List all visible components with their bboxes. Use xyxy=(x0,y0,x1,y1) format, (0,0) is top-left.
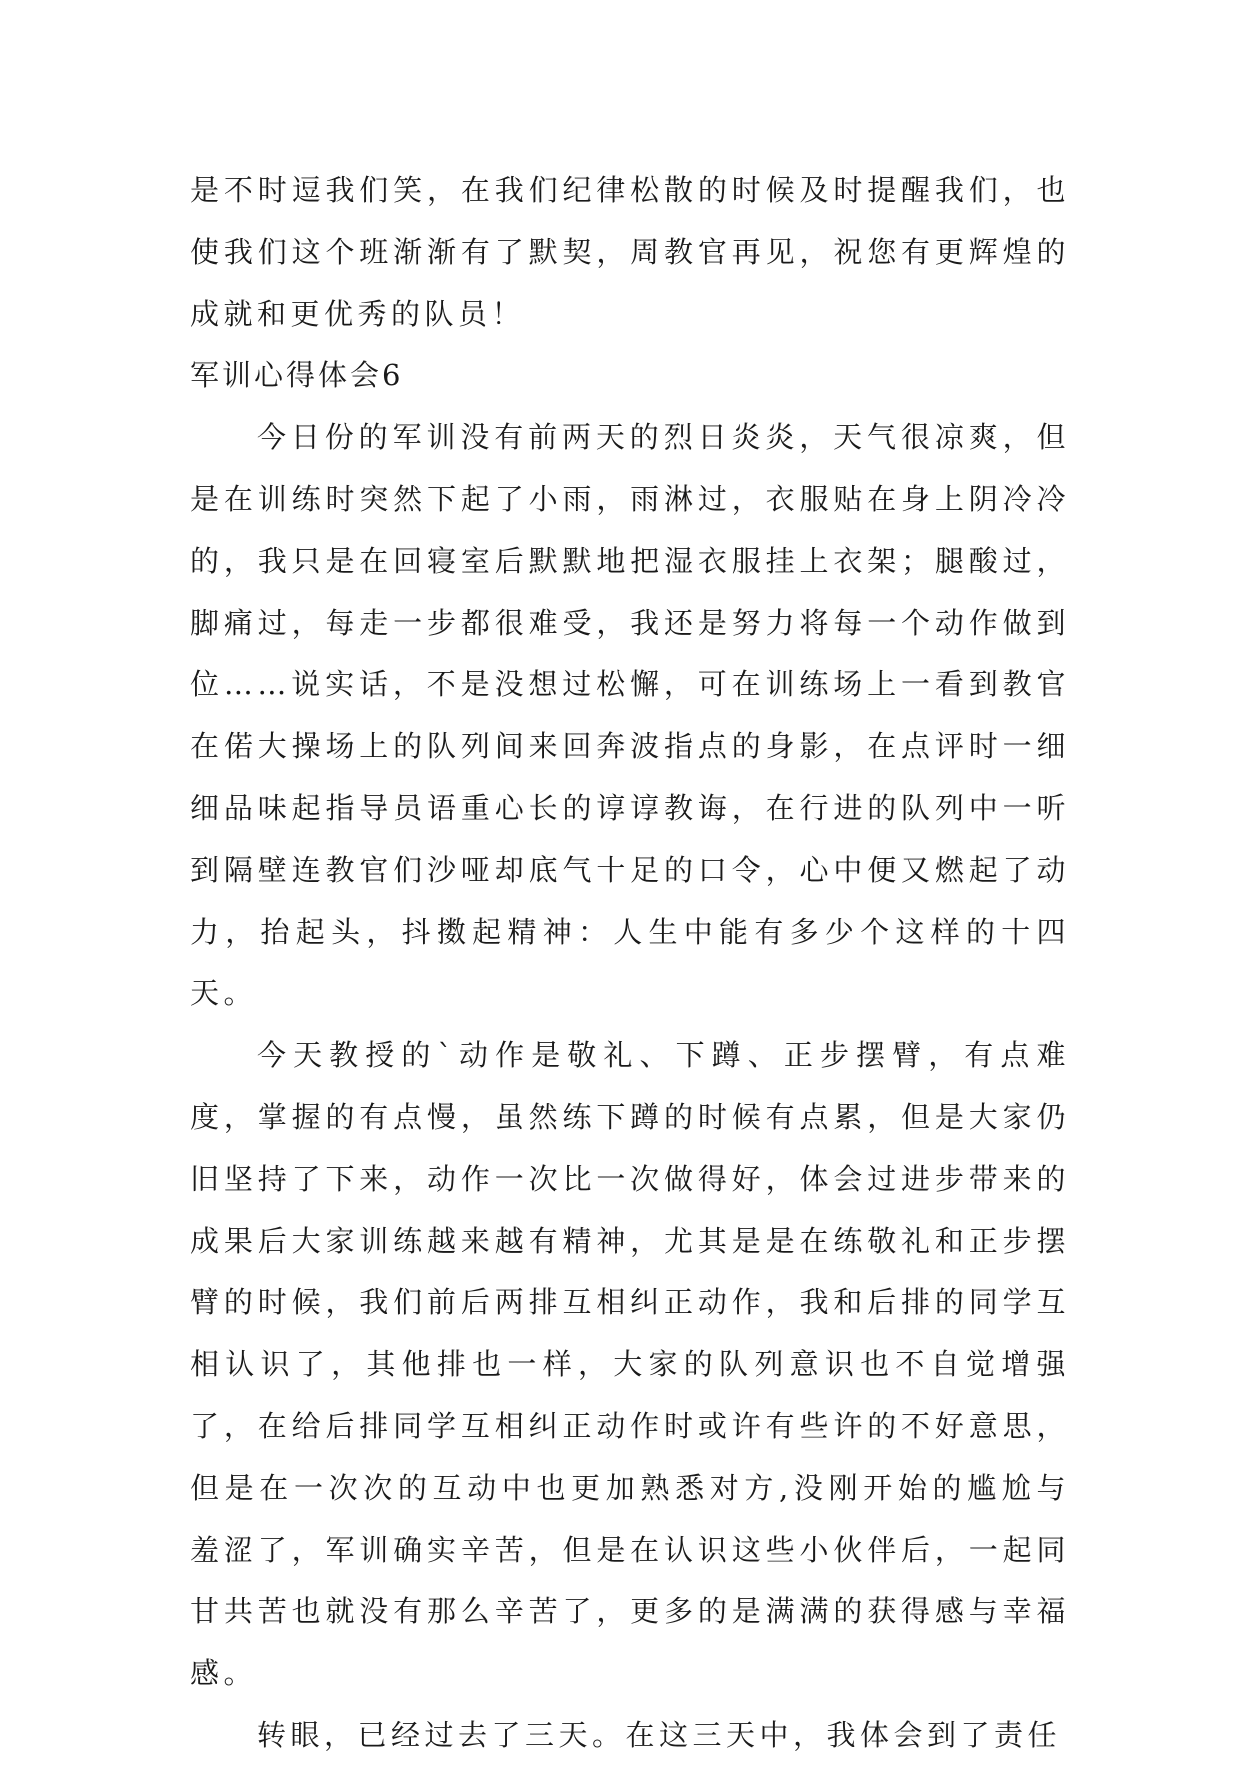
paragraph-1: 今日份的军训没有前两天的烈日炎炎，天气很凉爽，但是在训练时突然下起了小雨，雨淋过，衣服贴在身上阴冷冷的，我只是在回寝室后默默地把湿衣服挂上衣架；腿酸过，脚痛过，每走一步都很难受，我还是努力将每一个动作做到位……说实话，不是没想过松懈，可在训练场上一看到教官在偌大操场上的队列间来回奔波指点的身影，在点评时一细细品味起指导员语重心长的谆谆教诲，在行进的队列中一听到隔壁连教官们沙哑却底气十足的口令，心中便又燃起了动力，抬起头，抖擞起精神：人生中能有多少个这样的十四天。 xyxy=(190,420,1070,1011)
paragraph-3: 转眼，已经过去了三天。在这三天中，我体会到了责任 xyxy=(257,1717,1062,1752)
continued-paragraph: 是不时逗我们笑，在我们纪律松散的时候及时提醒我们，也使我们这个班渐渐有了默契，周教官再见，祝您有更辉煌的成就和更优秀的队员！ xyxy=(190,173,1070,331)
paragraph-2: 今天教授的`动作是敬礼、下蹲、正步摆臂，有点难度，掌握的有点慢，虽然练下蹲的时候有点累，但是大家仍旧坚持了下来，动作一次比一次做得好，体会过进步带来的成果后大家训练越来越有精神，尤其是是在练敬礼和正步摆臂的时候，我们前后两排互相纠正动作，我和后排的同学互相认识了，其他排也一样，大家的队列意识也不自觉增强了，在给后排同学互相纠正动作时或许有些许的不好意思，但是在一次次的互动中也更加熟悉对方,没刚开始的尴尬与羞涩了，军训确实辛苦，但是在认识这些小伙伴后，一起同甘共苦也就没有那么辛苦了，更多的是满满的获得感与幸福感。 xyxy=(190,1038,1070,1691)
document-body xyxy=(190,160,1070,1767)
section-title: 军训心得体会6 xyxy=(190,358,404,393)
